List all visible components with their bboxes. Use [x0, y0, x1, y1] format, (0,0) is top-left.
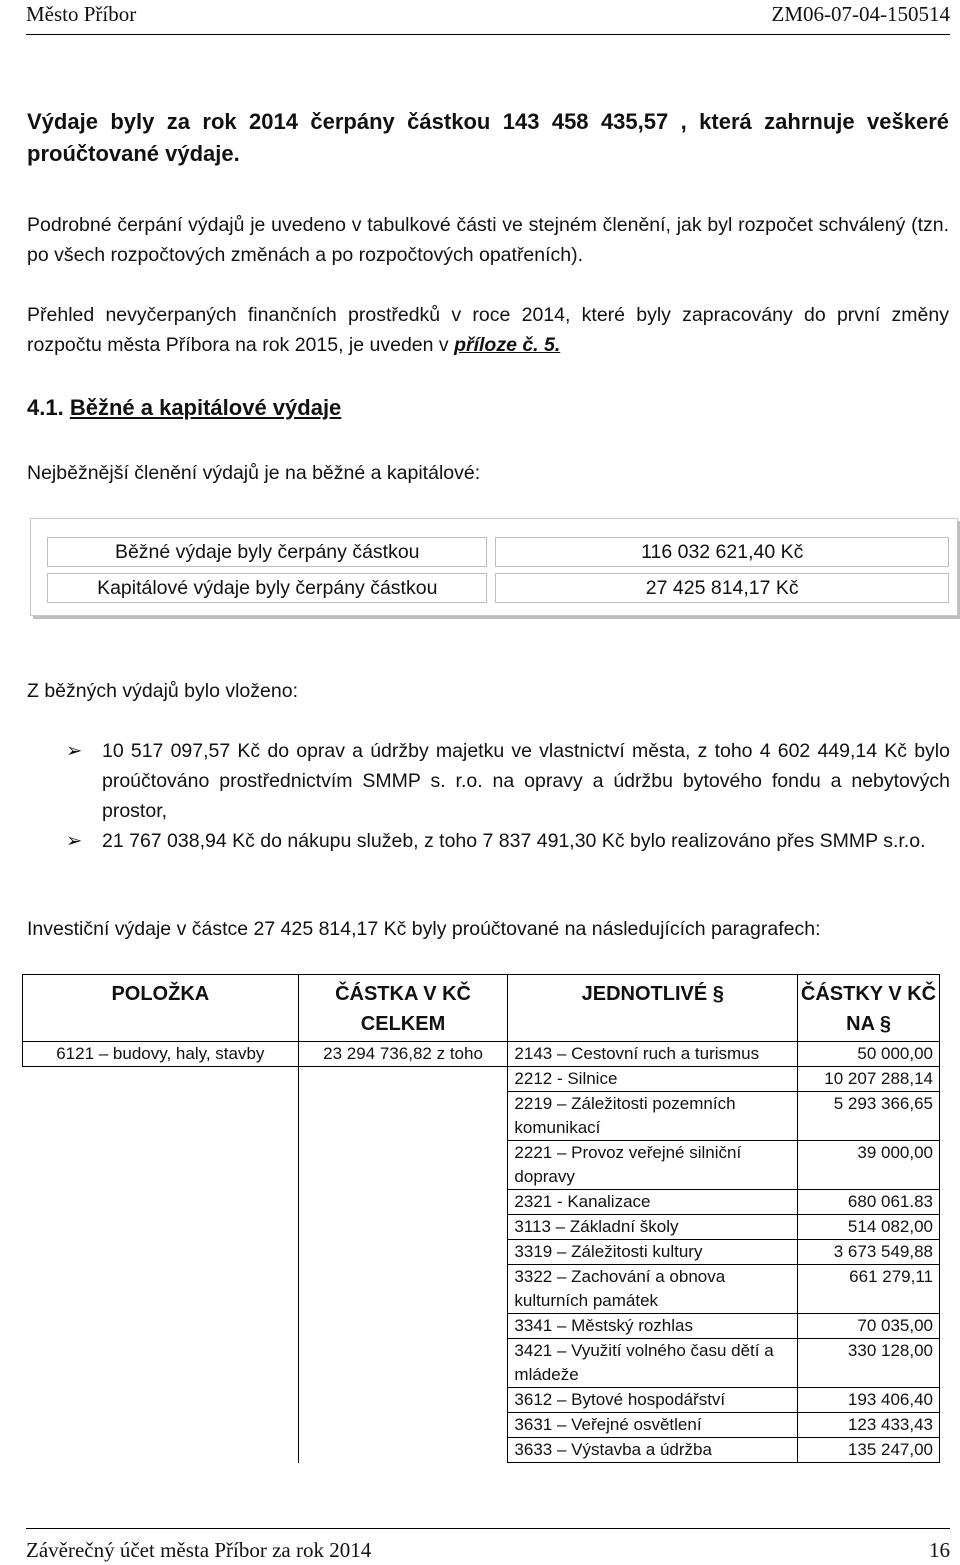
section-heading: [27, 392, 949, 424]
table-header-row: [23, 975, 940, 1042]
bullet-item: [66, 736, 950, 826]
table-row: [23, 1388, 940, 1413]
paragraph-cell: 3421 – Využití volného času dětí a mládeže: [508, 1339, 798, 1388]
empty-cell: [298, 1314, 508, 1339]
table-row: [23, 1190, 940, 1215]
empty-cell: [298, 1388, 508, 1413]
arrow-bullet-icon: ➢: [66, 740, 83, 762]
paragraph-cell: 3341 – Městský rozhlas: [508, 1314, 798, 1339]
paragraph-cell: 3113 – Základní školy: [508, 1215, 798, 1240]
table-row: [23, 1092, 940, 1141]
amount-cell: 70 035,00: [798, 1314, 940, 1339]
empty-cell: [298, 1413, 508, 1438]
amount-cell: 680 061.83: [798, 1190, 940, 1215]
summary-table: [39, 531, 957, 609]
empty-cell: [298, 1190, 508, 1215]
table-row: [23, 1240, 940, 1265]
total-cell: 23 294 736,82 z toho: [298, 1042, 508, 1067]
header-organization: Město Příbor: [26, 2, 137, 26]
empty-cell: [298, 1092, 508, 1141]
summary-box: [30, 518, 958, 616]
arrow-bullet-icon: ➢: [66, 830, 83, 852]
bullet-list: [66, 736, 950, 856]
summary-row: [47, 573, 949, 603]
empty-cell: [23, 1339, 299, 1388]
empty-cell: [23, 1240, 299, 1265]
paragraph-cell: 3319 – Záležitosti kultury: [508, 1240, 798, 1265]
table-row: [23, 1314, 940, 1339]
empty-cell: [298, 1240, 508, 1265]
amount-cell: 50 000,00: [798, 1042, 940, 1067]
table-row: [23, 1215, 940, 1240]
table-row: [23, 1067, 940, 1092]
header-amount: ČÁSTKY V KČ NA §: [798, 975, 940, 1042]
header-total: ČÁSTKA V KČ CELKEM: [298, 975, 508, 1042]
empty-cell: [298, 1215, 508, 1240]
amount-cell: 330 128,00: [798, 1339, 940, 1388]
empty-cell: [23, 1215, 299, 1240]
empty-cell: [23, 1190, 299, 1215]
empty-cell: [23, 1438, 299, 1463]
header-divider: [26, 34, 950, 35]
paragraph-cell: 2143 – Cestovní ruch a turismus: [508, 1042, 798, 1067]
amount-cell: 661 279,11: [798, 1265, 940, 1314]
paragraph-cell: 2321 - Kanalizace: [508, 1190, 798, 1215]
paragraph-cell: 3322 – Zachování a obnova kulturních památek: [508, 1265, 798, 1314]
split-intro: Nejběžnější členění výdajů je na běžné a kapitálové:: [27, 462, 481, 484]
summary-row: [47, 537, 949, 567]
summary-label: Běžné výdaje byly čerpány částkou: [47, 537, 487, 567]
header-document-code: ZM06-07-04-150514: [771, 2, 950, 26]
empty-cell: [23, 1314, 299, 1339]
table-row: [23, 1042, 940, 1067]
paragraph-cell: 2221 – Provoz veřejné silniční dopravy: [508, 1141, 798, 1190]
investment-table: [22, 974, 940, 1463]
page-number: 16: [929, 1538, 950, 1562]
empty-cell: [23, 1413, 299, 1438]
header-item: POLOŽKA: [23, 975, 299, 1042]
bullet-item: [66, 826, 950, 856]
intro-statement: Výdaje byly za rok 2014 čerpány částkou 143 458 435,57 , která zahrnuje veškeré proúčtované výdaje.: [27, 109, 949, 166]
amount-cell: 5 293 366,65: [798, 1092, 940, 1141]
summary-label: Kapitálové výdaje byly čerpány částkou: [47, 573, 487, 603]
annex-link[interactable]: příloze č. 5.: [454, 334, 561, 356]
bullet-text: 21 767 038,94 Kč do nákupu služeb, z toho 7 837 491,30 Kč bylo realizováno přes SMMP s.r.o.: [102, 830, 926, 852]
section-title: Běžné a kapitálové výdaje: [69, 395, 342, 420]
amount-cell: 193 406,40: [798, 1388, 940, 1413]
amount-cell: 135 247,00: [798, 1438, 940, 1463]
detail-paragraph: Podrobné čerpání výdajů je uvedeno v tabulkové části ve stejném členění, jak byl rozpočet schválený (tzn. po všech rozpočtových změnách a po rozpočtových opatřeních).: [27, 214, 949, 266]
empty-cell: [298, 1141, 508, 1190]
summary-value: 27 425 814,17 Kč: [495, 573, 949, 603]
empty-cell: [23, 1265, 299, 1314]
paragraph-cell: 2212 - Silnice: [508, 1067, 798, 1092]
empty-cell: [298, 1265, 508, 1314]
empty-cell: [298, 1339, 508, 1388]
investment-intro: Investiční výdaje v částce 27 425 814,17 Kč byly proúčtované na následujících paragrafech:: [27, 918, 821, 940]
empty-cell: [23, 1092, 299, 1141]
empty-cell: [298, 1438, 508, 1463]
footer-divider: [26, 1528, 950, 1529]
item-cell: 6121 – budovy, haly, stavby: [23, 1042, 299, 1067]
overview-text: Přehled nevyčerpaných finančních prostředků v roce 2014, které byly zapracovány do první změny rozpočtu města Příbora na rok 2015, je uveden v: [27, 304, 949, 356]
table-row: [23, 1438, 940, 1463]
table-row: [23, 1265, 940, 1314]
section-number: 4.1.: [27, 395, 64, 420]
paragraph-cell: 2219 – Záležitosti pozemních komunikací: [508, 1092, 798, 1141]
table-row: [23, 1339, 940, 1388]
paragraph-cell: 3633 – Výstavba a údržba: [508, 1438, 798, 1463]
amount-cell: 514 082,00: [798, 1215, 940, 1240]
amount-cell: 3 673 549,88: [798, 1240, 940, 1265]
table-row: [23, 1141, 940, 1190]
summary-value: 116 032 621,40 Kč: [495, 537, 949, 567]
empty-cell: [23, 1388, 299, 1413]
empty-cell: [23, 1067, 299, 1092]
paragraph-cell: 3631 – Veřejné osvětlení: [508, 1413, 798, 1438]
amount-cell: 39 000,00: [798, 1141, 940, 1190]
overview-paragraph: [27, 300, 949, 360]
paragraph-cell: 3612 – Bytové hospodářství: [508, 1388, 798, 1413]
table-row: [23, 1413, 940, 1438]
bullet-text: 10 517 097,57 Kč do oprav a údržby majetku ve vlastnictví města, z toho 4 602 449,14 Kč bylo proúčtováno prostřednictvím SMMP s. r.o. na opravy a údržbu bytového fondu a nebytových prostor,: [102, 740, 950, 822]
amount-cell: 10 207 288,14: [798, 1067, 940, 1092]
footer-document-title: Závěrečný účet města Příbor za rok 2014: [26, 1538, 372, 1562]
page-header: [26, 0, 950, 30]
header-paragraph: JEDNOTLIVÉ §: [508, 975, 798, 1042]
current-expenses-intro: Z běžných výdajů bylo vloženo:: [27, 680, 298, 702]
empty-cell: [23, 1141, 299, 1190]
amount-cell: 123 433,43: [798, 1413, 940, 1438]
empty-cell: [298, 1067, 508, 1092]
